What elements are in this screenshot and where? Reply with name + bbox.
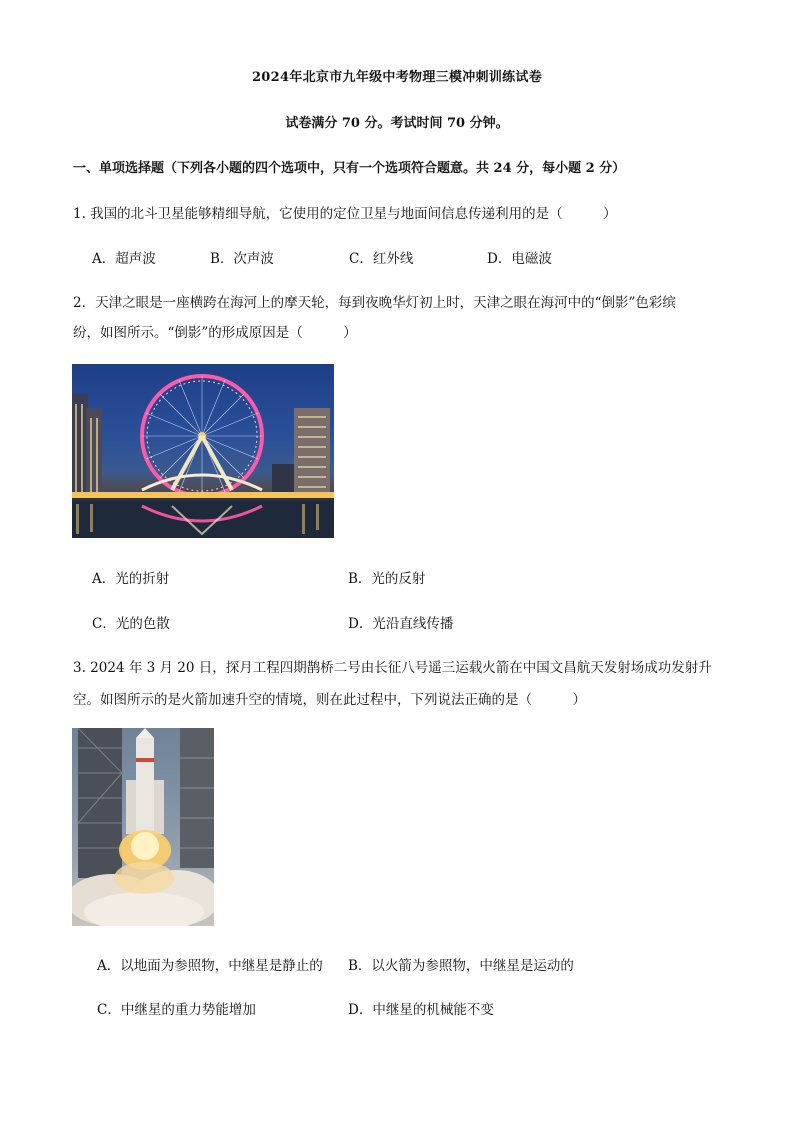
question-3-option-a: A．以地面为参照物，中继星是静止的 (97, 958, 323, 974)
question-3-option-c: C．中继星的重力势能增加 (97, 1002, 256, 1018)
question-1-option-d: D．电磁波 (487, 251, 552, 267)
question-2-option-b: B．光的反射 (348, 571, 426, 587)
exam-subtitle: 试卷满分 70 分。考试时间 70 分钟。 (285, 116, 509, 131)
tianjin-eye-photo (72, 364, 334, 538)
question-2-option-a: A．光的折射 (92, 571, 170, 587)
question-2-stem-line-1: 2．天津之眼是一座横跨在海河上的摩天轮，每到夜晚华灯初上时，天津之眼在海河中的“倒影”色彩缤 (73, 295, 676, 311)
question-1-stem: 1. 我国的北斗卫星能够精细导航，它使用的定位卫星与地面间信息传递利用的是（ ） (73, 206, 617, 222)
question-3-stem-line-1: 3. 2024 年 3 月 20 日，探月工程四期鹊桥二号由长征八号遥三运载火箭在中国文昌航天发射场成功发射升 (73, 660, 712, 676)
question-3-option-d: D．中继星的机械能不变 (348, 1002, 494, 1018)
question-3-stem-line-2: 空。如图所示的是火箭加速升空的情境，则在此过程中，下列说法正确的是（ ） (73, 692, 586, 708)
question-2-option-c: C．光的色散 (92, 616, 170, 632)
question-2-stem-line-2: 纷，如图所示。“倒影”的形成原因是（ ） (73, 325, 357, 341)
question-1-option-b: B．次声波 (210, 251, 274, 267)
rocket-launch-photo (72, 728, 214, 926)
question-3-option-b: B．以火箭为参照物，中继星是运动的 (348, 958, 574, 974)
exam-title: 2024年北京市九年级中考物理三模冲刺训练试卷 (251, 70, 543, 85)
question-1-option-c: C．红外线 (349, 251, 414, 267)
question-2-option-d: D．光沿直线传播 (348, 616, 454, 632)
question-1-option-a: A．超声波 (92, 251, 156, 267)
section-heading: 一、单项选择题（下列各小题的四个选项中，只有一个选项符合题意。共 24 分，每小题 2 分） (73, 161, 626, 176)
